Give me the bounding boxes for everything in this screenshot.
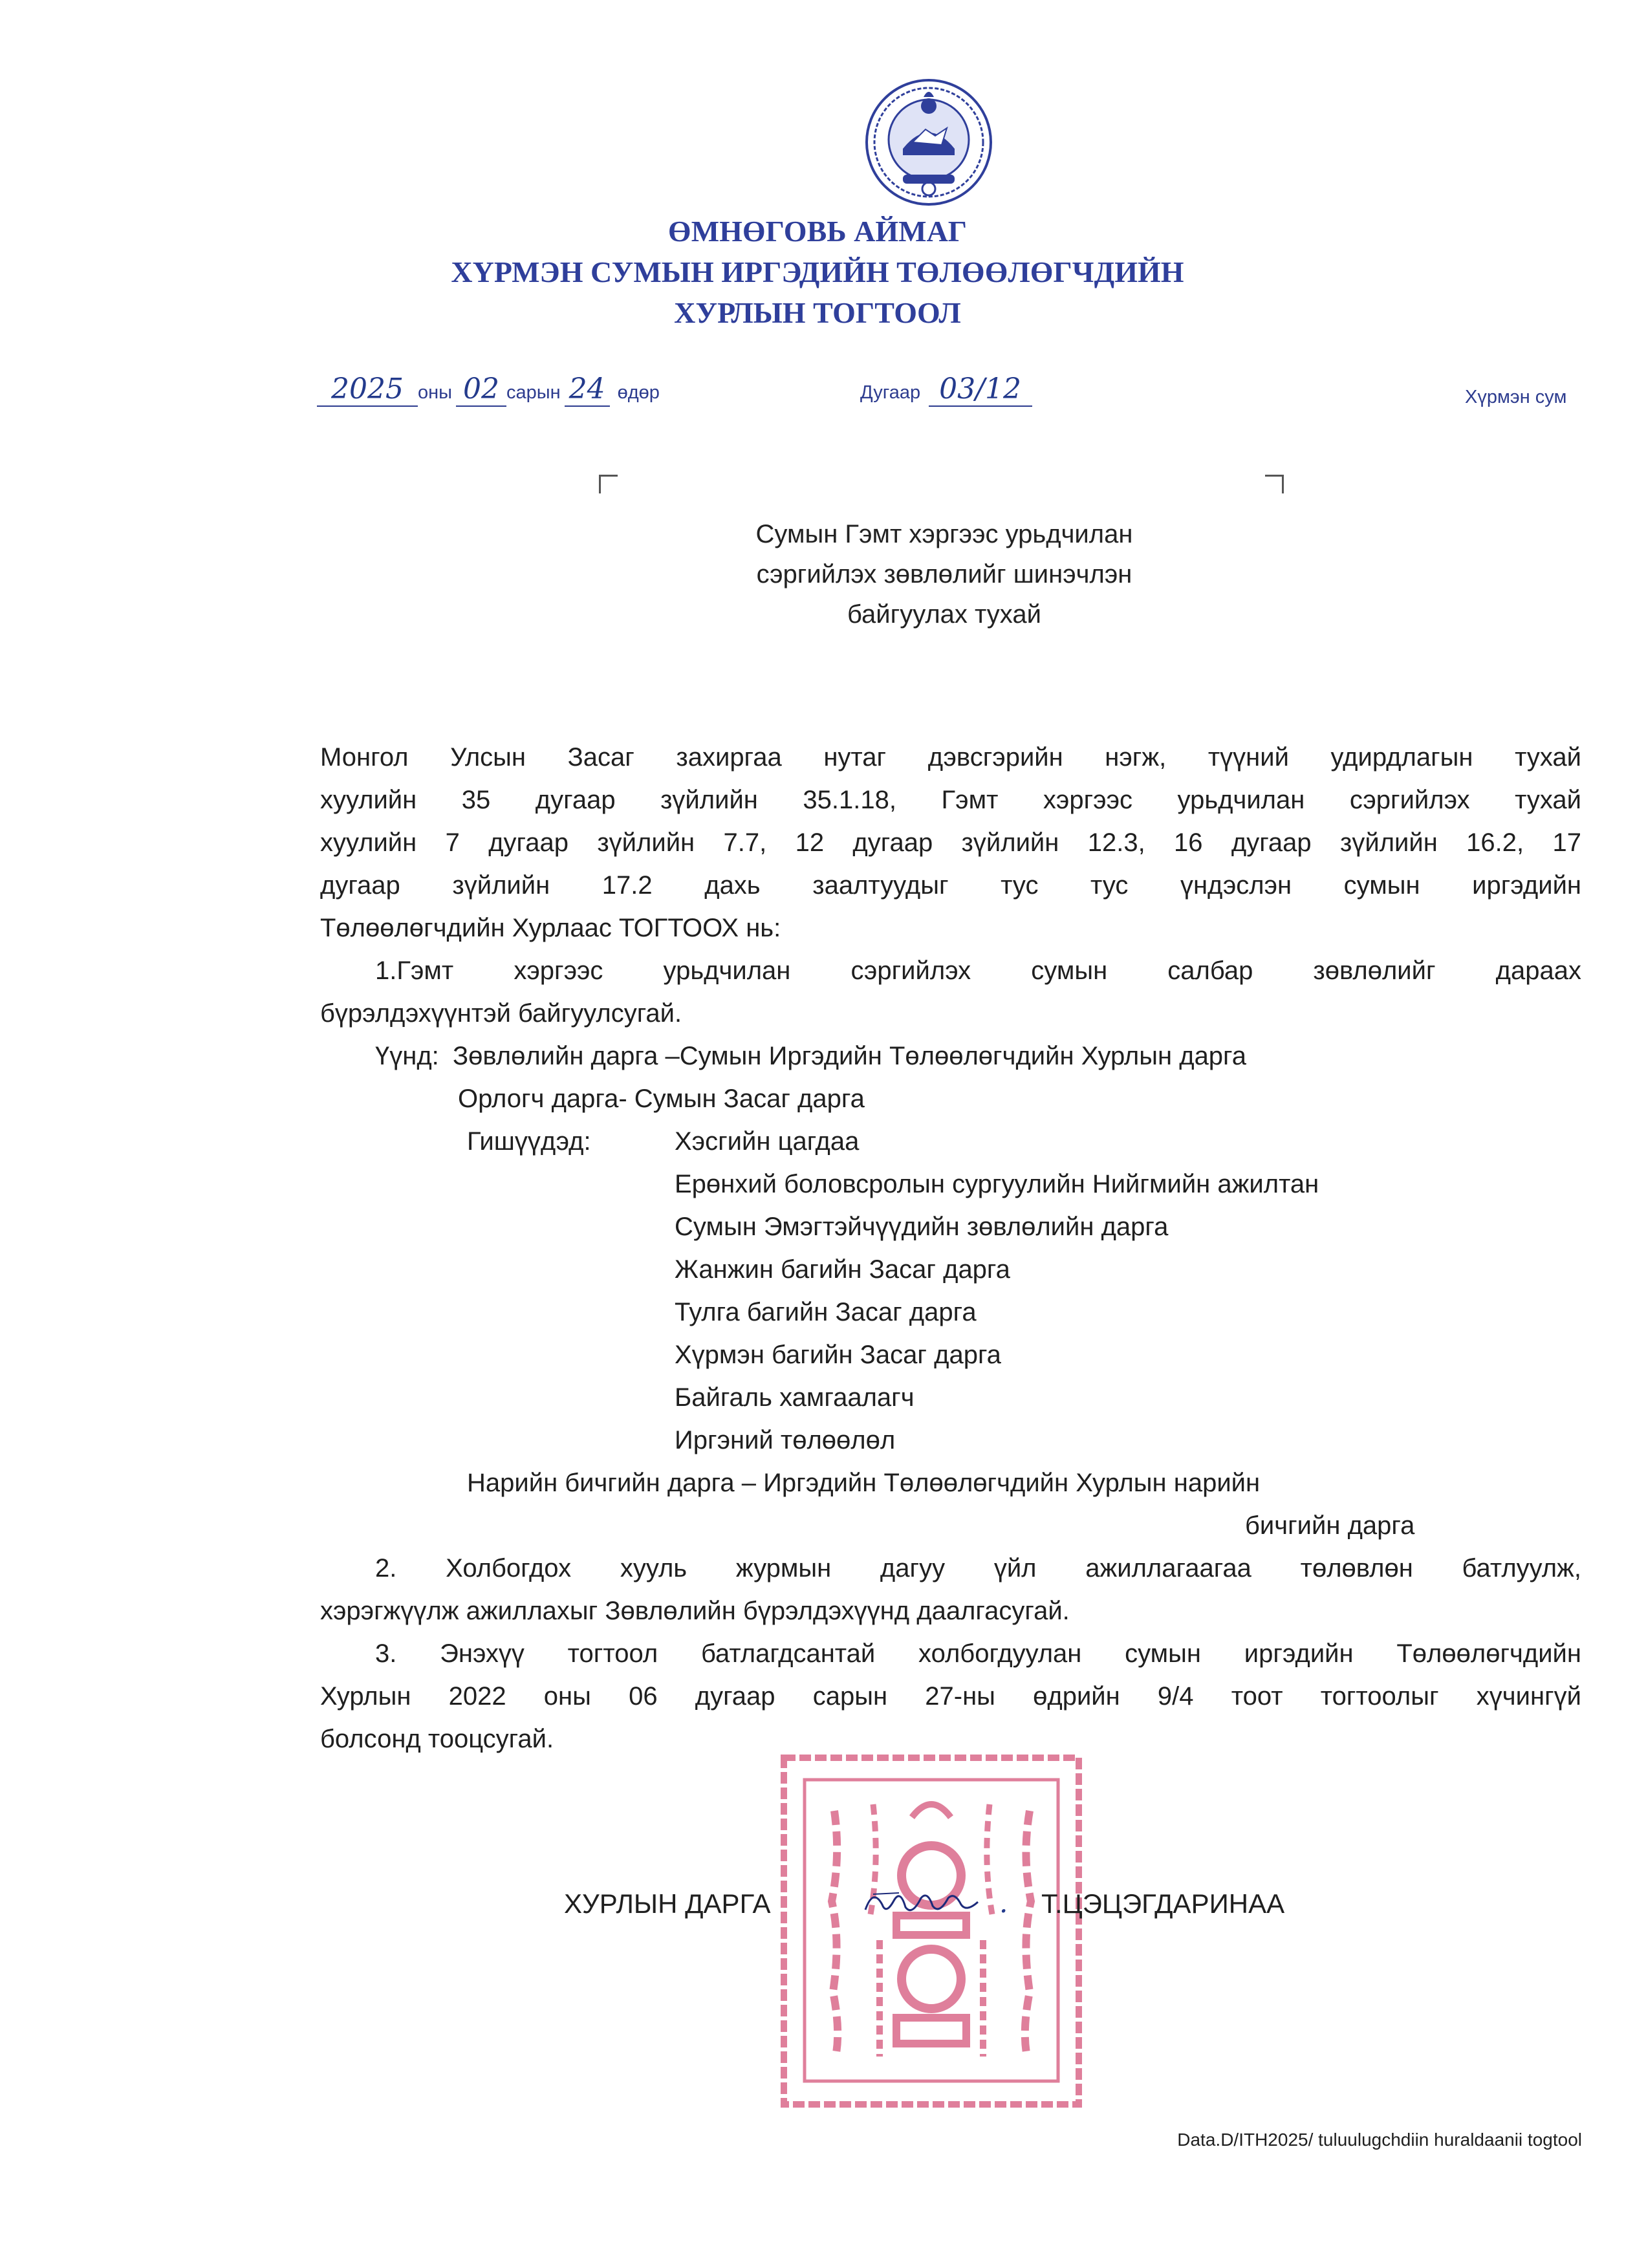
state-emblem-icon [864,78,993,207]
month-label: сарын [506,382,561,403]
signatory-title: ХУРЛЫН ДАРГА [564,1888,771,1919]
list-item: Хэсгийн цагдаа [675,1127,860,1156]
list-item: Сумын Эмэгтэйчүүдийн зөвлөлийн дарга [675,1213,1169,1241]
date-year: 2025 [317,373,418,407]
item1-line-1: 1.Гэмт хэргээс урьдчилан сэргийлэх сумын салбар зөвлөлийг дараах [375,956,1581,985]
document-reference: Data.D/ITH2025/ tuluulugchdiin huraldaanii togtool [1177,2130,1582,2150]
title-line-1: Сумын Гэмт хэргээс урьдчилан [755,520,1133,548]
intro-line-2: хуулийн 35 дугаар зүйлийн 35.1.18, Гэмт хэргээс урьдчилан сэргийлэх тухай [320,786,1581,814]
title-line-3: байгуулах тухай [847,600,1041,629]
number-field [860,373,1032,411]
list-item: Иргэний төлөөлөл [675,1426,896,1454]
item2-line-1: 2. Холбогдох хууль журмын дагуу үйл ажиллагаагаа төлөвлөн батлуулж, [375,1554,1581,1582]
composition-label: Үүнд: [375,1042,439,1070]
place: Хүрмэн сум [1465,387,1567,407]
intro-line-3: хуулийн 7 дугаар зүйлийн 7.7, 12 дугаар зүйлийн 12.3, 16 дугаар зүйлийн 16.2, 17 [320,828,1581,857]
header-council: ХҮРМЭН СУМЫН ИРГЭДИЙН ТӨЛӨӨЛӨГЧДИЙН [451,255,1184,288]
official-seal-stamp [776,1746,1087,2115]
list-item: Байгаль хамгаалагч [675,1383,915,1412]
item3-line-3: болсонд тооцсугай. [320,1725,554,1753]
list-item: Жанжин багийн Засаг дарга [675,1255,1010,1284]
intro-line-1: Монгол Улсын Засаг захиргаа нутаг дэвсгэрийн нэгж, түүний удирдлагын тухай [320,743,1581,772]
header-resolution: ХУРЛЫН ТОГТООЛ [674,296,961,329]
signatory-name: Т.ЦЭЦЭГДАРИНАА [1041,1888,1285,1919]
date-field [317,373,660,411]
header-province: ӨМНӨГОВЬ АЙМАГ [667,215,968,248]
members-label: Гишүүдэд: [467,1127,591,1156]
item1-line-2: бүрэлдэхүүнтэй байгуулсугай. [320,999,682,1028]
title-corner-left [599,475,618,493]
resolution-number: 03/12 [929,373,1032,407]
intro-line-4: дугаар зүйлийн 17.2 дахь заалтуудыг тус тус үндэслэн сумын иргэдийн [320,871,1581,900]
vice-chair: Орлогч дарга- Сумын Засаг дарга [458,1085,865,1113]
date-month: 02 [456,373,506,407]
item3-line-1: 3. Энэхүү тогтоол батлагдсантай холбогдуулан сумын иргэдийн Төлөөлөгчдийн [375,1639,1581,1668]
chair: Зөвлөлийн дарга –Сумын Иргэдийн Төлөөлөгчдийн Хурлын дарга [453,1042,1247,1070]
year-label: оны [418,382,452,403]
signature-dot: . [999,1887,1008,1919]
list-item: Тулга багийн Засаг дарга [675,1298,977,1326]
list-item: Хүрмэн багийн Засаг дарга [675,1341,1001,1369]
item3-line-2: Хурлын 2022 оны 06 дугаар сарын 27-ны өдрийн 9/4 тоот тогтоолыг хүчингүй [320,1682,1581,1711]
secretary-line-1: Нарийн бичгийн дарга – Иргэдийн Төлөөлөгчдийн Хурлын нарийн [467,1469,1261,1497]
title-line-2: сэргийлэх зөвлөлийг шинэчлэн [756,560,1132,589]
secretary-line-2: бичгийн дарга [1245,1511,1415,1540]
intro-line-5: Төлөөлөгчдийн Хурлаас ТОГТООХ нь: [320,914,781,942]
item2-line-2: хэрэгжүүлж ажиллахыг Зөвлөлийн бүрэлдэхүүнд даалгасугай. [320,1597,1070,1625]
title-corner-right [1265,475,1284,493]
date-day: 24 [565,373,610,407]
number-label: Дугаар [860,382,921,403]
list-item: Ерөнхий боловсролын сургуулийн Нийгмийн ажилтан [675,1170,1319,1198]
day-label: өдөр [617,382,660,403]
handwritten-signature [860,1879,983,1924]
